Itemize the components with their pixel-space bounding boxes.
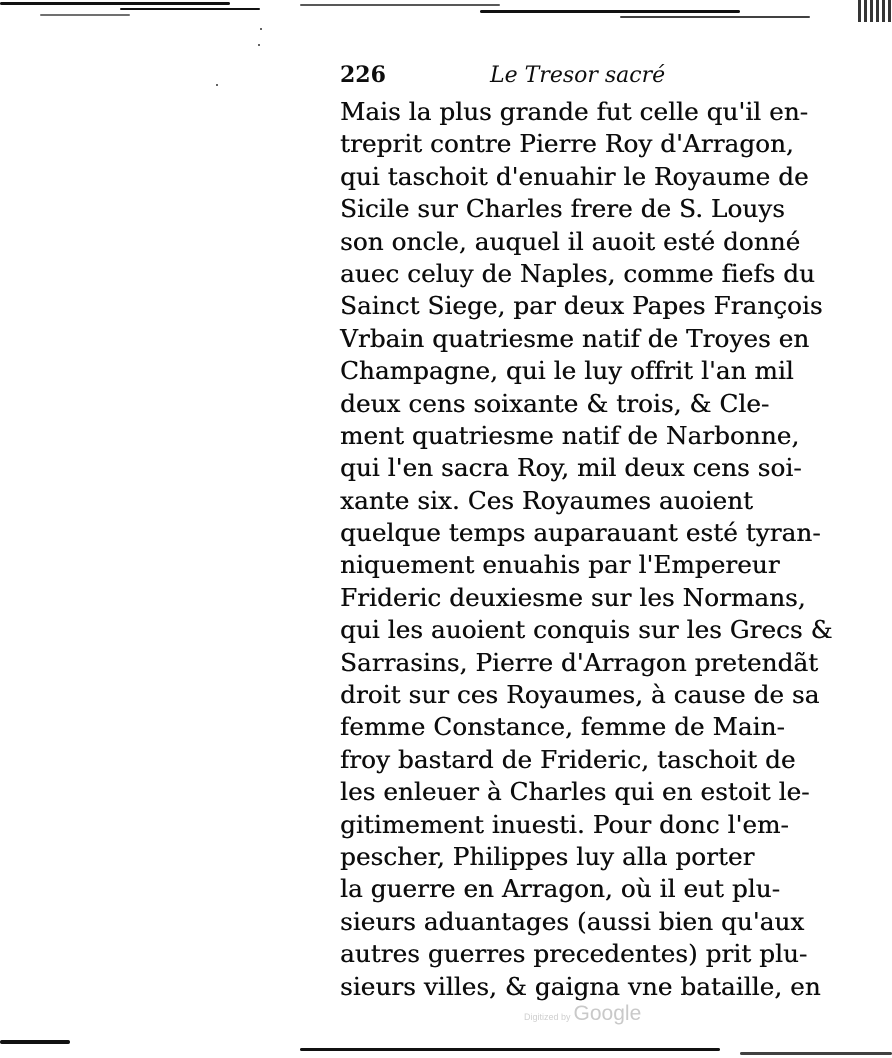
scan-speck <box>258 44 260 46</box>
scan-edge-top <box>0 0 892 26</box>
scan-streak <box>0 2 230 5</box>
digitized-watermark <box>524 1002 641 1026</box>
text-line: sieurs villes, & gaigna vne bataille, en <box>340 971 821 1001</box>
text-line: niquement enuahis par l'Empereur <box>340 550 780 580</box>
body-text <box>340 96 833 1003</box>
text-line: treprit contre Pierre Roy d'Arragon, <box>340 129 794 159</box>
watermark-prefix: Digitized by <box>524 1012 571 1022</box>
text-line: auec celuy de Naples, comme fiefs du <box>340 258 815 288</box>
text-line: les enleuer à Charles qui en estoit le- <box>340 777 810 807</box>
text-line: qui taschoit d'enuahir le Royaume de <box>340 161 809 191</box>
text-line: qui l'en sacra Roy, mil deux cens soi- <box>340 453 802 483</box>
text-line: quelque temps auparauant esté tyran- <box>340 518 821 548</box>
text-line: deux cens soixante & trois, & Cle- <box>340 388 770 418</box>
text-line: ment quatriesme natif de Narbonne, <box>340 420 800 450</box>
scan-streak <box>740 1052 892 1055</box>
text-line: qui les auoient conquis sur les Grecs & <box>340 615 833 645</box>
watermark-brand: Google <box>573 1002 642 1025</box>
text-line: femme Constance, femme de Main- <box>340 712 785 742</box>
text-line: pescher, Philippes luy alla porter <box>340 841 755 871</box>
text-line: gitimement inuesti. Pour donc l'em- <box>340 809 789 839</box>
running-title: Le Tresor sacré <box>490 63 666 88</box>
text-line: sieurs aduantages (aussi bien qu'aux <box>340 906 805 936</box>
text-line: Frideric deuxiesme sur les Normans, <box>340 582 806 612</box>
text-line: son oncle, auquel il auoit esté donné <box>340 226 801 256</box>
scan-streak <box>40 14 130 16</box>
text-line: droit sur ces Royaumes, à cause de sa <box>340 680 820 710</box>
text-line: la guerre en Arragon, où il eut plu- <box>340 874 781 904</box>
page-number: 226 <box>340 62 386 88</box>
text-line: Champagne, qui le luy offrit l'an mil <box>340 356 794 386</box>
scan-edge-bottom <box>0 1034 892 1058</box>
text-line: Sicile sur Charles frere de S. Louys <box>340 194 785 224</box>
text-line: Sarrasins, Pierre d'Arragon pretendãt <box>340 647 819 677</box>
scan-edge-right <box>858 0 892 22</box>
scan-speck <box>260 28 262 30</box>
text-line: Mais la plus grande fut celle qu'il en- <box>340 97 809 126</box>
scan-streak <box>120 8 260 10</box>
text-line: xante six. Ces Royaumes auoient <box>340 485 754 515</box>
scan-speck <box>216 84 218 86</box>
scan-streak <box>0 1040 70 1044</box>
text-line: Vrbain quatriesme natif de Troyes en <box>340 323 810 353</box>
text-line: froy bastard de Frideric, taschoit de <box>340 744 796 774</box>
scan-streak <box>300 1048 720 1051</box>
text-line: autres guerres precedentes) prit plu- <box>340 939 808 969</box>
book-page <box>340 62 833 1003</box>
scan-streak <box>300 4 500 6</box>
text-line: Sainct Siege, par deux Papes François <box>340 291 823 321</box>
scan-streak <box>620 16 810 18</box>
scan-streak <box>480 10 740 13</box>
page-header <box>340 62 810 96</box>
